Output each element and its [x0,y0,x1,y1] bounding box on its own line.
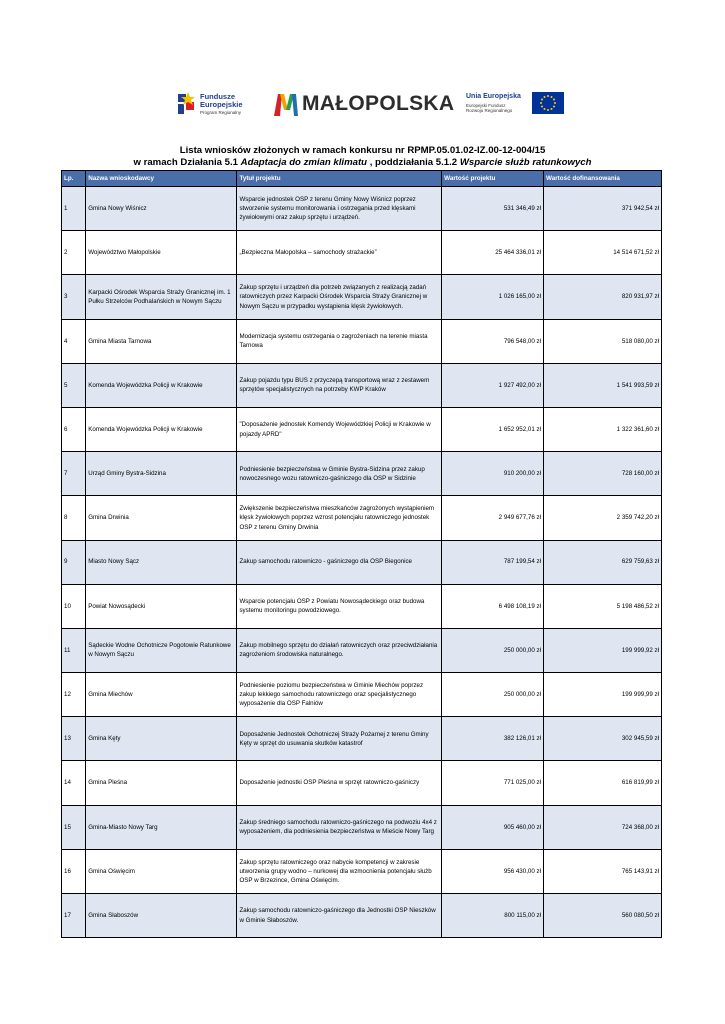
ue-line3: Rozwoju Regionalnego [466,108,513,113]
cell-project-value: 1 026 165,00 zł [442,275,544,319]
cell-lp: 12 [62,673,86,717]
cell-funding-value: 820 931,97 zł [543,275,661,319]
subtitle-part-1: w ramach Działania 5.1 [133,157,241,168]
fe-line3: Program Regionalny [200,110,242,115]
cell-project-title: Zakup samochodu ratowniczo-gaśniczego dla Jednostki OSP Nieszków w Gminie Słaboszów. [237,894,442,938]
cell-project-value: 956 430,00 zł [442,849,544,893]
cell-applicant: Gmina Słaboszów [86,894,237,938]
cell-project-value: 2 949 677,76 zł [442,496,544,540]
unia-europejska-logo [466,90,566,120]
cell-project-title: Zakup mobilnego sprzętu do działań ratowniczych oraz przeciwdziałania zagrożeniom środowiska naturalnego. [237,628,442,672]
table-row [62,805,662,849]
cell-applicant: Urząd Gminy Bystra-Sidzina [86,452,237,496]
cell-lp: 11 [62,628,86,672]
cell-funding-value: 560 080,50 zł [543,894,661,938]
cell-lp: 5 [62,363,86,407]
cell-applicant: Gmina Drwinia [86,496,237,540]
cell-funding-value: 1 322 361,60 zł [543,407,661,451]
cell-lp: 14 [62,761,86,805]
fe-line2: Europejskie [200,100,243,109]
cell-applicant: Gmina Miasta Tarnowa [86,319,237,363]
cell-project-value: 1 927 492,00 zł [442,363,544,407]
cell-project-value: 1 652 952,01 zł [442,407,544,451]
cell-project-title: Doposażenie Jednostek Ochotniczej Straży Pożarnej z terenu Gminy Kęty w sprzęt do usuwania skutków katastrof [237,717,442,761]
cell-funding-value: 199 999,92 zł [543,628,661,672]
cell-project-title: Modernizacja systemu ostrzegania o zagrożeniach na terenie miasta Tarnowa [237,319,442,363]
cell-project-value: 6 498 108,19 zł [442,584,544,628]
fundusze-europejskie-logo [178,90,258,120]
cell-project-value: 800 115,00 zł [442,894,544,938]
cell-funding-value: 724 368,00 zł [543,805,661,849]
header-funding-value: Wartość dofinansowania [543,171,661,187]
cell-project-title: „Bezpieczna Małopolska – samochody strażackie” [237,231,442,275]
cell-applicant: Gmina Kęty [86,717,237,761]
cell-funding-value: 371 942,54 zł [543,187,661,231]
cell-project-title: Wsparcie jednostek OSP z terenu Gminy Nowy Wiśnicz poprzez stworzenie systemu monitorowania i ostrzegania przed klęskami żywiołowymi oraz zakup sprzętu i urządzeń. [237,187,442,231]
cell-funding-value: 616 819,99 zł [543,761,661,805]
cell-lp: 13 [62,717,86,761]
table-row [62,231,662,275]
ue-line1: Unia Europejska [466,93,521,100]
cell-applicant: Sądeckie Wodne Ochotnicze Pogotowie Ratunkowe w Nowym Sączu [86,628,237,672]
cell-project-title: Zakup sprzętu i urządzeń dla potrzeb związanych z realizacją zadań ratowniczych przez Karpacki Ośrodek Wsparcia Straży Granicznej w Nowym Sączu w przypadku wystąpienia klęsk żywiołowych. [237,275,442,319]
table-row [62,275,662,319]
cell-project-value: 771 025,00 zł [442,761,544,805]
cell-applicant: Gmina Nowy Wiśnicz [86,187,237,231]
cell-funding-value: 14 514 671,52 zł [543,231,661,275]
cell-project-title: Zakup sprzętu ratowniczego oraz nabycie kompetencji w zakresie utworzenia grupy wodno – nurkowej dla wzmocnienia potencjału służb OSP w Brzezince, Gmina Oświęcim. [237,849,442,893]
cell-applicant: Komenda Wojewódzka Policji w Krakowie [86,407,237,451]
cell-applicant: Karpacki Ośrodek Wsparcia Straży Granicznej im. 1 Pułku Strzelców Podhalańskich w Nowym Sączu [86,275,237,319]
ue-line2: Europejski Fundusz [466,103,506,108]
cell-project-value: 787 199,54 zł [442,540,544,584]
cell-funding-value: 1 541 993,59 zł [543,363,661,407]
subtitle-part-3: , poddziałania 5.1.2 [367,157,460,168]
cell-project-value: 25 464 336,01 zł [442,231,544,275]
cell-funding-value: 629 759,63 zł [543,540,661,584]
cell-project-value: 250 000,00 zł [442,628,544,672]
logo-bar [178,88,566,122]
cell-lp: 3 [62,275,86,319]
cell-funding-value: 302 945,59 zł [543,717,661,761]
cell-lp: 4 [62,319,86,363]
applications-table [61,170,662,938]
table-row [62,761,662,805]
document-subtitle [60,157,665,168]
fe-line1: Fundusze [200,92,235,101]
cell-funding-value: 728 160,00 zł [543,452,661,496]
cell-lp: 10 [62,584,86,628]
document-title: Lista wniosków złożonych w ramach konkursu nr RPMP.05.01.02-IZ.00-12-004/15 [179,145,546,156]
cell-funding-value: 2 359 742,20 zł [543,496,661,540]
cell-project-value: 531 346,49 zł [442,187,544,231]
cell-project-value: 250 000,00 zł [442,673,544,717]
table-row [62,363,662,407]
cell-project-title: Zakup średniego samochodu ratowniczo-gaśniczego na podwoziu 4x4 z wyposażeniem, dla podniesienia bezpieczeństwa w Mieście Nowy Targ [237,805,442,849]
cell-funding-value: 199 999,99 zł [543,673,661,717]
table-row [62,187,662,231]
cell-applicant: Gmina Miechów [86,673,237,717]
table-row [62,319,662,363]
header-applicant: Nazwa wnioskodawcy [86,171,237,187]
table-row [62,584,662,628]
cell-lp: 15 [62,805,86,849]
table-row [62,894,662,938]
cell-lp: 17 [62,894,86,938]
cell-project-title: Zakup samochodu ratowniczo - gaśniczego dla OSP Biegonice [237,540,442,584]
cell-applicant: Gmina Oświęcim [86,849,237,893]
table-row [62,452,662,496]
cell-funding-value: 518 080,00 zł [543,319,661,363]
table-row [62,540,662,584]
subtitle-part-2: Adaptacja do zmian klimatu [240,157,368,168]
cell-project-title: Wsparcie potencjału OSP z Powiatu Nowosądeckiego oraz budowa systemu monitoringu powodziowego. [237,584,442,628]
cell-project-title: Podniesienie poziomu bezpieczeństwa w Gminie Miechów poprzez zakup lekkiego samochodu ratowniczego oraz specjalistycznego wyposażenie dla OSP Falniów [237,673,442,717]
cell-project-title: "Doposażenie jednostek Komendy Wojewódzkiej Policji w Krakowie w pojazdy APRD" [237,407,442,451]
malopolska-m-icon [274,92,298,116]
table-row [62,717,662,761]
cell-applicant: Gmina-Miasto Nowy Targ [86,805,237,849]
cell-project-value: 905 460,00 zł [442,805,544,849]
malopolska-text: MAŁOPOLSKA [302,92,455,115]
cell-funding-value: 5 198 486,52 zł [543,584,661,628]
cell-funding-value: 765 143,91 zł [543,849,661,893]
table-body [62,187,662,938]
cell-lp: 6 [62,407,86,451]
table-header-row [62,171,662,187]
cell-project-title: Zwiększenie bezpieczeństwa mieszkańców zagrożonych wystąpieniem klęsk żywiołowych poprzez wzrost potencjału ratowniczego jednostek OSP z terenu Gminy Drwinia [237,496,442,540]
cell-lp: 8 [62,496,86,540]
cell-lp: 7 [62,452,86,496]
cell-project-title: Podniesienie bezpieczeństwa w Gminie Bystra-Sidzina przez zakup nowoczesnego wozu ratowniczo-gaśniczego dla OSP w Sidzinie [237,452,442,496]
table-row [62,849,662,893]
cell-project-title: Doposażenie jednostki OSP Pleśna w sprzęt ratowniczo-gaśniczy [237,761,442,805]
cell-applicant: Miasto Nowy Sącz [86,540,237,584]
cell-applicant: Powiat Nowosądecki [86,584,237,628]
fe-star-icon [178,92,198,116]
header-project-title: Tytuł projektu [237,171,442,187]
malopolska-logo [272,88,455,122]
cell-project-value: 382 126,01 zł [442,717,544,761]
cell-lp: 16 [62,849,86,893]
cell-project-value: 910 200,00 zł [442,452,544,496]
cell-project-value: 796 548,00 zł [442,319,544,363]
cell-lp: 2 [62,231,86,275]
table-row [62,407,662,451]
cell-lp: 9 [62,540,86,584]
table-row [62,628,662,672]
table-row [62,496,662,540]
cell-applicant: Gmina Pleśna [86,761,237,805]
table-row [62,673,662,717]
eu-flag-icon [532,92,564,114]
cell-applicant: Województwo Małopolskie [86,231,237,275]
cell-applicant: Komenda Wojewódzka Policji w Krakowie [86,363,237,407]
cell-lp: 1 [62,187,86,231]
header-lp: Lp. [62,171,86,187]
subtitle-part-4: Wsparcie służb ratunkowych [459,157,592,168]
cell-project-title: Zakup pojazdu typu BUS z przyczepą transportową wraz z zestawem sprzętów specjalistycznych na potrzeby KWP Kraków [237,363,442,407]
header-project-value: Wartość projektu [442,171,544,187]
